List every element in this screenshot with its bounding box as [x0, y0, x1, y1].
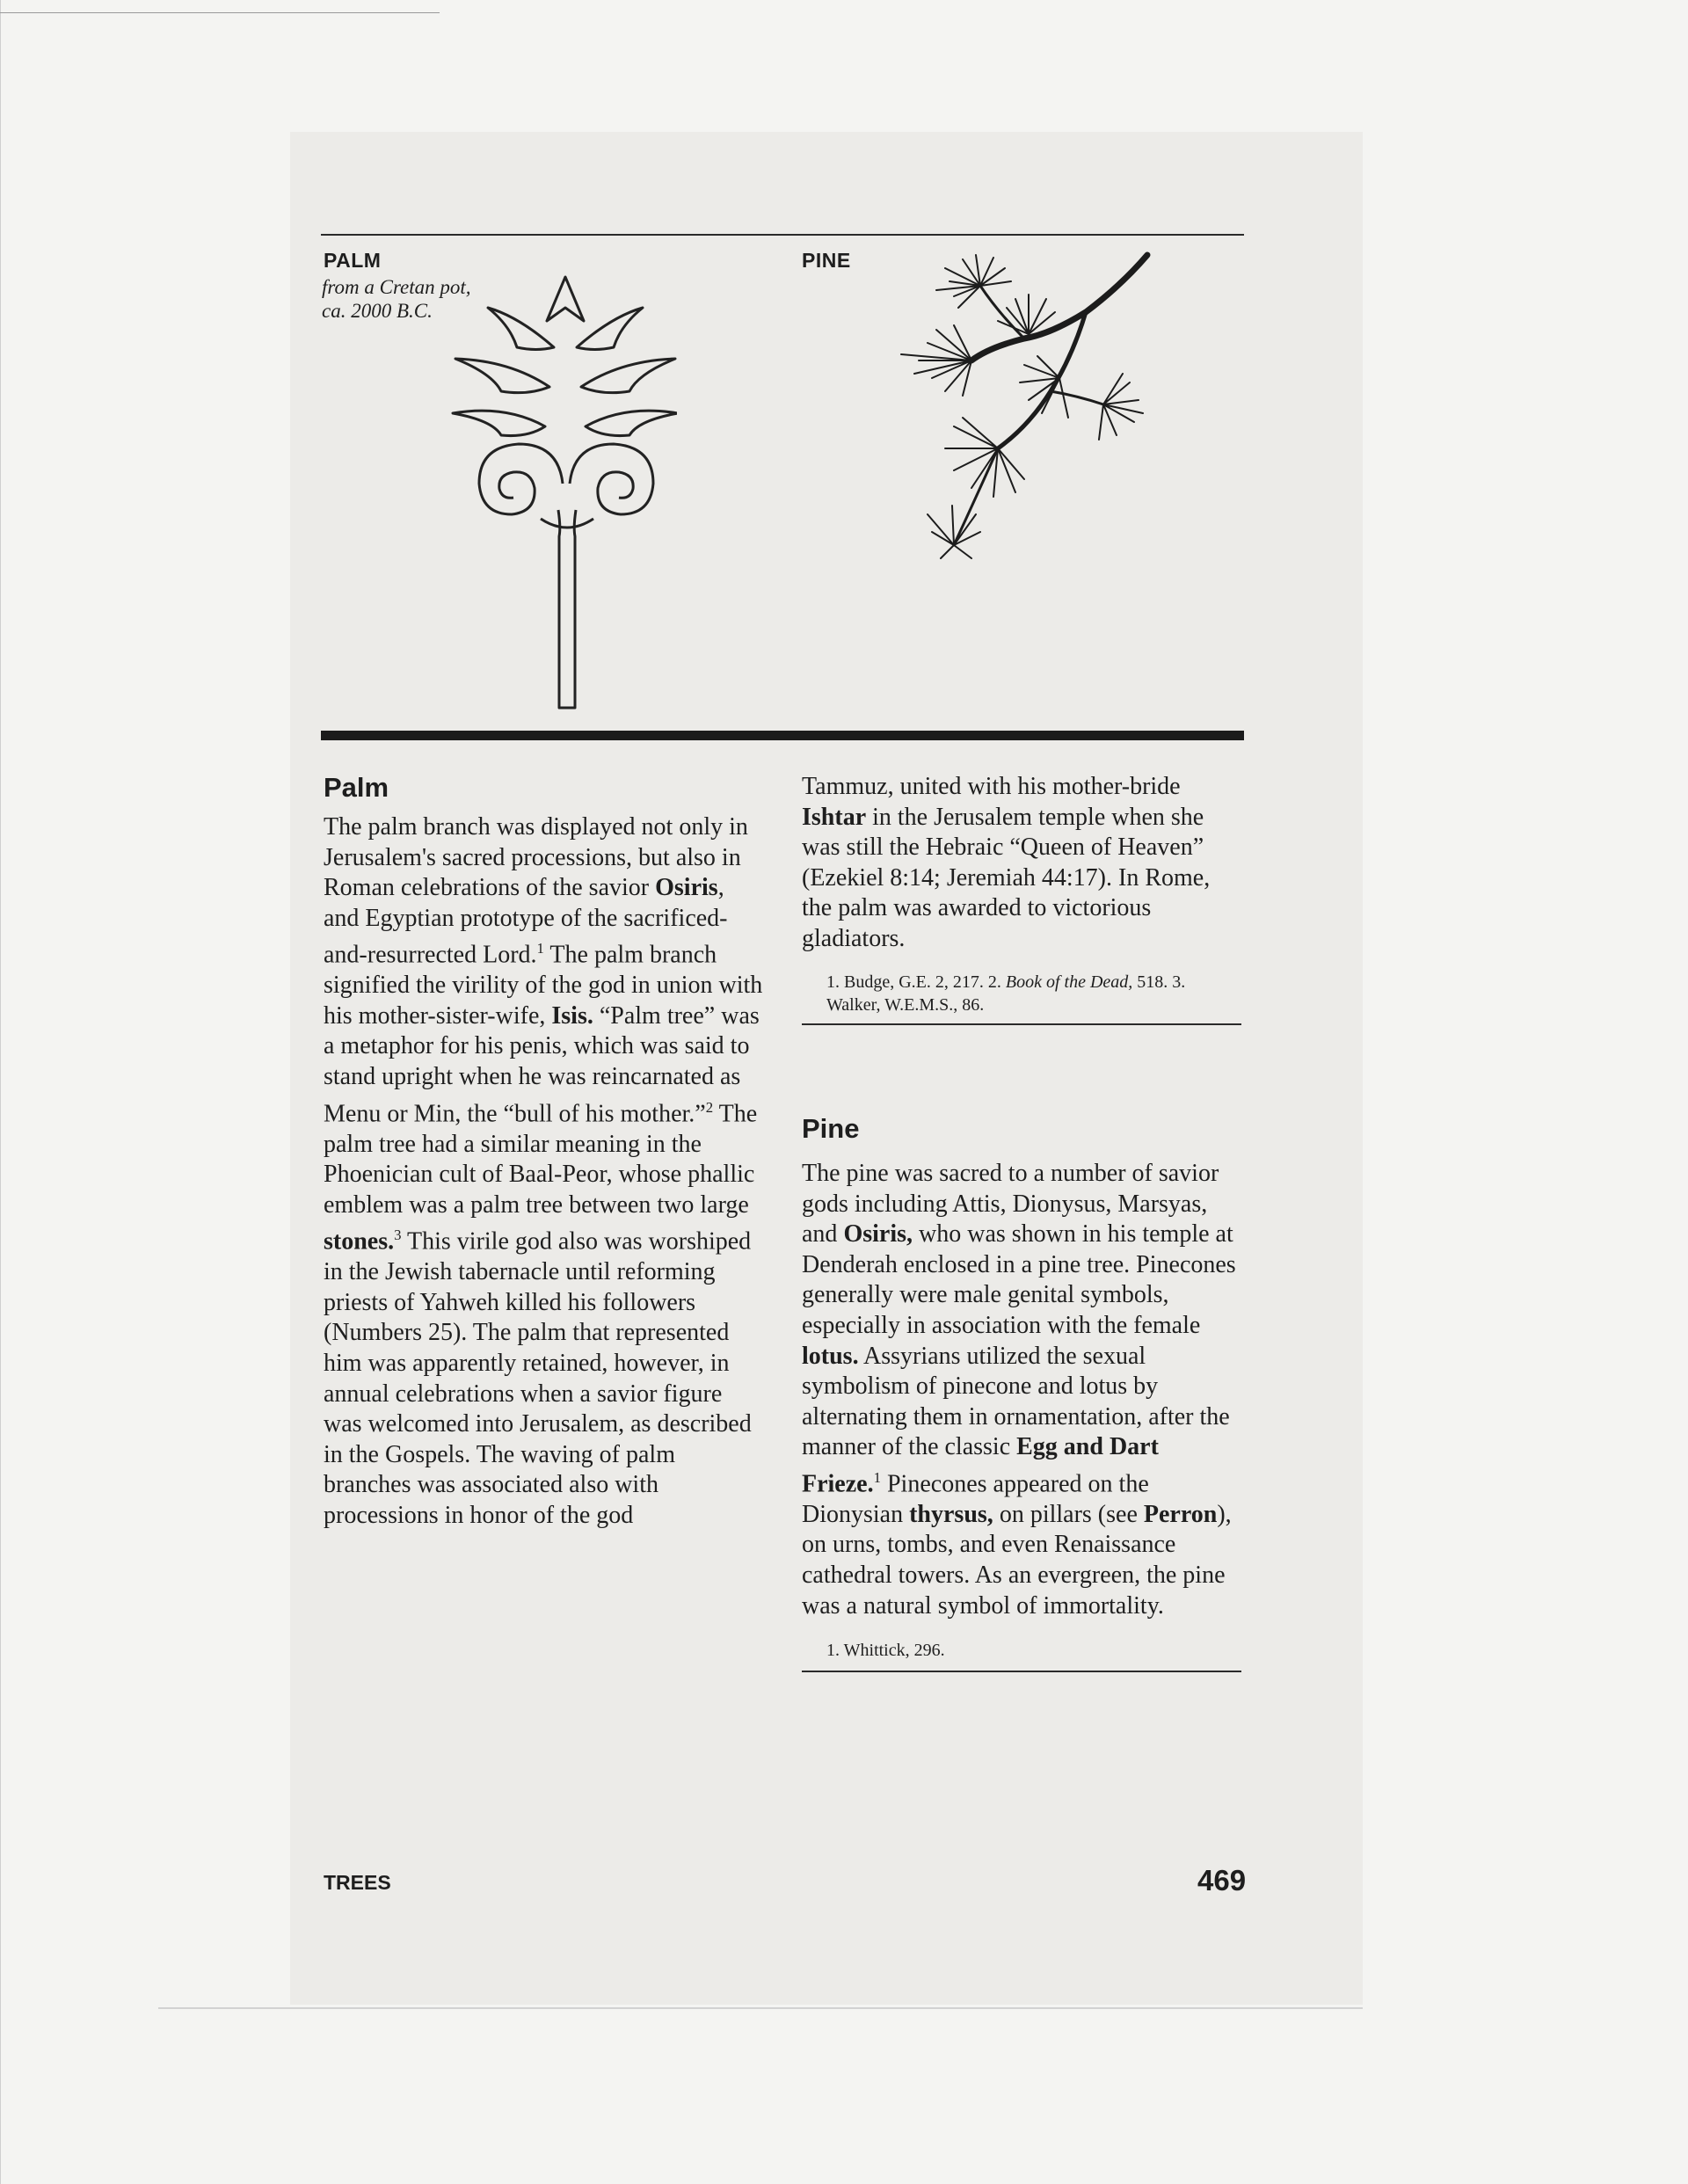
text-run: 1. Whittick, 296.: [826, 1641, 945, 1661]
text-run: The palm tree had a similar meaning in the Phoenician cult of Baal-Peor, whose phallic emblem was a palm tree between two large: [324, 1100, 758, 1219]
palm-notes: [802, 971, 1241, 1016]
footnote-ref: 1: [536, 940, 544, 957]
pine-needle-cluster: [901, 325, 971, 396]
pine-needle-cluster: [936, 255, 1011, 308]
pine-needle-cluster: [1020, 356, 1068, 418]
palm-article: [324, 770, 763, 1532]
pine-needle-cluster: [998, 295, 1055, 334]
cross-reference: Egg and Dart Frieze.: [802, 1433, 1159, 1498]
pine-needle-cluster: [1099, 374, 1143, 440]
pine-article: [802, 1111, 1241, 1672]
footnote-ref: 1: [873, 1468, 881, 1486]
palm-caption-line2: ca. 2000 B.C.: [322, 300, 433, 322]
text-run: who was shown in his temple at Denderah enclosed in a pine tree. Pinecones generally were male genital symbols, especially in association with the female: [802, 1220, 1236, 1339]
palm-frond: [455, 359, 549, 393]
palm-heading: Palm: [324, 772, 389, 803]
palm-trunk: [558, 510, 576, 708]
top-rule: [321, 234, 1244, 236]
cross-reference: Osiris: [655, 874, 718, 902]
palm-volute: [479, 444, 563, 514]
pine-illustration: [848, 251, 1174, 567]
cross-reference: Isis.: [551, 1001, 593, 1030]
pine-twig: [980, 286, 1024, 339]
scan-edge: [0, 12, 440, 13]
text-run: in the Jerusalem temple when she was still the Hebraic “Queen of Heaven” (Ezekiel 8:14; Jeremiah 44:17). In Rome, the palm was awarded to victorious gladiators.: [802, 803, 1211, 952]
palm-frond: [488, 308, 554, 350]
scan-edge: [158, 2007, 1363, 2009]
palm-illustration: [413, 264, 677, 721]
palm-frond: [581, 359, 675, 393]
palm-frond: [547, 277, 584, 321]
cross-reference: Ishtar: [802, 803, 867, 831]
palm-frond: [577, 308, 643, 350]
pine-heading: Pine: [802, 1113, 860, 1144]
cross-reference: thyrsus,: [909, 1500, 993, 1528]
palm-caption-line1: from a Cretan pot,: [322, 276, 471, 298]
footnote-ref: 2: [705, 1098, 714, 1116]
palm-frond: [586, 411, 677, 435]
text-run: on pillars (see: [993, 1500, 1144, 1528]
text-run: Pinecones appeared on the Dionysian: [802, 1470, 1149, 1528]
text-run: 1. Budge, G.E. 2, 217. 2.: [826, 972, 1006, 992]
text-run: The pine was sacred to a number of savior gods including Attis, Dionysus, Marsyas, and: [802, 1160, 1219, 1249]
text-run: Assyrians utilized the sexual symbolism of pinecone and lotus by alternating them in ornamentation, after the manner of the classic: [802, 1342, 1230, 1461]
pine-needle-cluster: [945, 418, 1024, 497]
pine-notes-rule: [802, 1671, 1241, 1672]
section-divider: [321, 731, 1244, 740]
text-run: The palm branch was displayed not only in Jerusalem's sacred processions, but also in Roman celebrations of the savior: [324, 813, 748, 902]
pine-body-text: [802, 1159, 1241, 1621]
pine-twig: [1051, 391, 1103, 404]
pine-notes: [802, 1639, 1241, 1662]
text-run: The palm branch signified the virility of the god in union with his mother-sister-wife,: [324, 941, 763, 1030]
text-run: 518. 3. Walker, W.E.M.S., 86.: [826, 972, 1186, 1015]
palm-continued-text: [802, 772, 1241, 955]
cross-reference: lotus.: [802, 1342, 859, 1370]
text-run: Book of the Dead,: [1005, 972, 1133, 992]
text-run: Tammuz, united with his mother-bride: [802, 773, 1181, 800]
pine-figure-label: PINE: [802, 249, 851, 272]
page-number: 469: [1197, 1864, 1247, 1896]
palm-frond: [453, 411, 545, 435]
palm-figure-label: PALM: [324, 249, 382, 272]
cross-reference: stones.: [324, 1227, 395, 1256]
cross-reference: Osiris,: [843, 1220, 913, 1249]
palm-body-text: [324, 812, 763, 1532]
palm-collar: [541, 519, 593, 528]
running-footer-section: TREES: [324, 1871, 391, 1894]
text-run: “Palm tree” was a metaphor for his penis, which was said to stand upright when he was reincarnated as Menu or Min, the “bull of his mother.”: [324, 1001, 760, 1127]
text-run: This virile god also was worshiped in the Jewish tabernacle until reforming priests of Yahweh killed his followers (Numbers 25). The palm that represented him was apparently retained, however, in annual celebrations when a savior figure was welcomed into Jerusalem, as described in the Gospels. The waving of palm branches was associated also with processions in honor of the god: [324, 1227, 752, 1530]
cross-reference: Perron: [1143, 1500, 1218, 1528]
footnote-ref: 3: [394, 1227, 402, 1244]
text-run: , and Egyptian prototype of the sacrificed-and-resurrected Lord.: [324, 874, 728, 969]
palm-notes-rule: [802, 1023, 1241, 1025]
palm-volute: [570, 444, 653, 514]
palm-article-continued: [802, 772, 1241, 1025]
scan-edge: [0, 0, 1, 2184]
text-run: ), on urns, tombs, and even Renaissance cathedral towers. As an evergreen, the pine was a natural symbol of immortality.: [802, 1500, 1232, 1620]
